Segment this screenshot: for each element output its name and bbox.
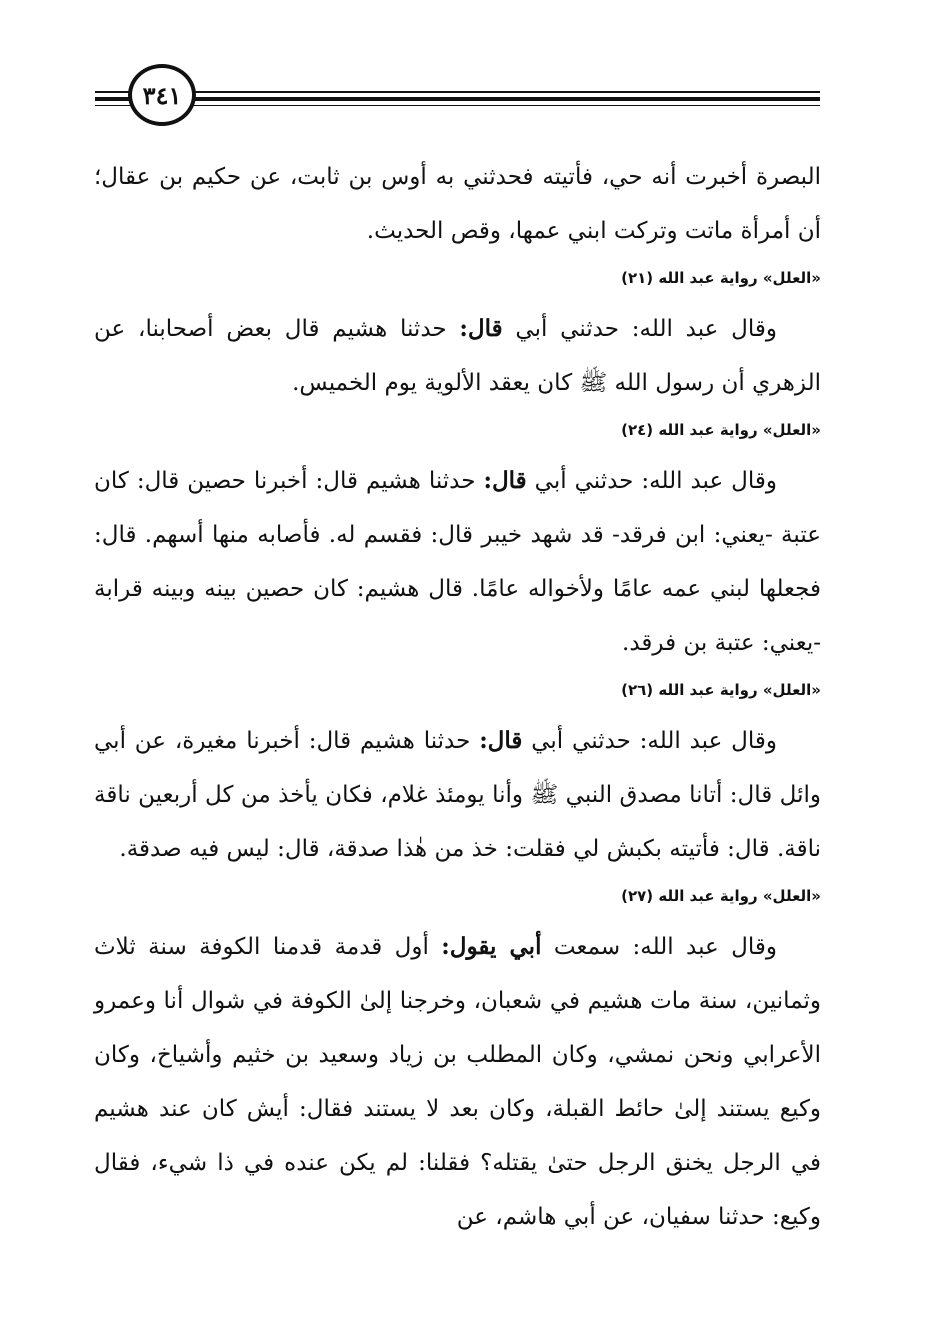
source-citation: «العلل» رواية عبد الله (٢٦): [621, 681, 821, 699]
text-paragraph: [94, 302, 821, 410]
text-run: أول قدمة قدمنا الكوفة سنة ثلاث وثمانين، سنة مات هشيم في شعبان، وخرجنا إلىٰ الكوفة في شوال أنا وعمرو الأعرابي ونحن نمشي، وكان المطلب بن زياد وسعيد بن خثيم وأشياخ، وكان وكيع يستند إلىٰ حائط القبلة، وكان بعد لا يستند فقال: أيش كان عند هشيم في الرجل يخنق الرجل حتىٰ يقتله؟ فقلنا: لم يكن عنده في ذا شيء، فقال وكيع: حدثنا سفيان، عن أبي هاشم، عن: [94, 934, 821, 1230]
text-run: وقال عبد الله: حدثني أبي: [502, 316, 777, 342]
source-citation: «العلل» رواية عبد الله (٢١): [621, 269, 821, 287]
text-run: وقال عبد الله: سمعت: [541, 934, 777, 960]
text-paragraph: [94, 454, 821, 670]
text-paragraph: [94, 920, 821, 1244]
bold-phrase: قال:: [459, 315, 503, 342]
bold-phrase: قال:: [483, 467, 527, 494]
text-run: حدثنا هشيم قال: أخبرنا مغيرة، عن أبي وائل قال: أتانا مصدق النبي ﷺ وأنا يومئذ غلام، فكان يأخذ من كل أربعين ناقة ناقة. قال: فأتيته بكبش لي فقلت: خذ من هٰذا صدقة، قال: ليس فيه صدقة.: [94, 728, 821, 862]
header-rule: [95, 97, 820, 101]
page-body: [94, 150, 821, 1244]
page-number-badge: [128, 64, 196, 126]
text-paragraph: [94, 714, 821, 876]
text-run: البصرة أخبرت أنه حي، فأتيته فحدثني به أوس بن ثابت، عن حكيم بن عقال؛ أن أمرأة ماتت وتركت ابني عمها، وقص الحديث.: [94, 164, 821, 244]
text-run: وقال عبد الله: حدثني أبي: [526, 468, 777, 494]
source-citation: «العلل» رواية عبد الله (٢٤): [621, 421, 821, 439]
text-run: حدثنا هشيم قال بعض أصحابنا، عن الزهري أن رسول الله ﷺ كان يعقد الألوية يوم الخميس.: [94, 316, 821, 396]
page-number: ٣٤١: [142, 80, 182, 110]
page-header: [95, 62, 820, 132]
header-rule: [95, 105, 820, 106]
text-run: حدثنا هشيم قال: أخبرنا حصين قال: كان عتبة -يعني: ابن فرقد- قد شهد خيبر قال: فقسم له. فأصابه منها أسهم. قال: فجعلها لبني عمه عامًا ولأخواله عامًا. قال هشيم: كان حصين بينه وبينه قرابة -يعني: عتبة بن فرقد.: [94, 468, 821, 656]
text-run: وقال عبد الله: حدثني أبي: [522, 728, 777, 754]
text-paragraph: [94, 150, 821, 258]
source-citation: «العلل» رواية عبد الله (٢٧): [621, 887, 821, 905]
bold-phrase: أبي يقول:: [441, 933, 542, 960]
bold-phrase: قال:: [479, 727, 523, 754]
header-rule: [95, 91, 820, 93]
